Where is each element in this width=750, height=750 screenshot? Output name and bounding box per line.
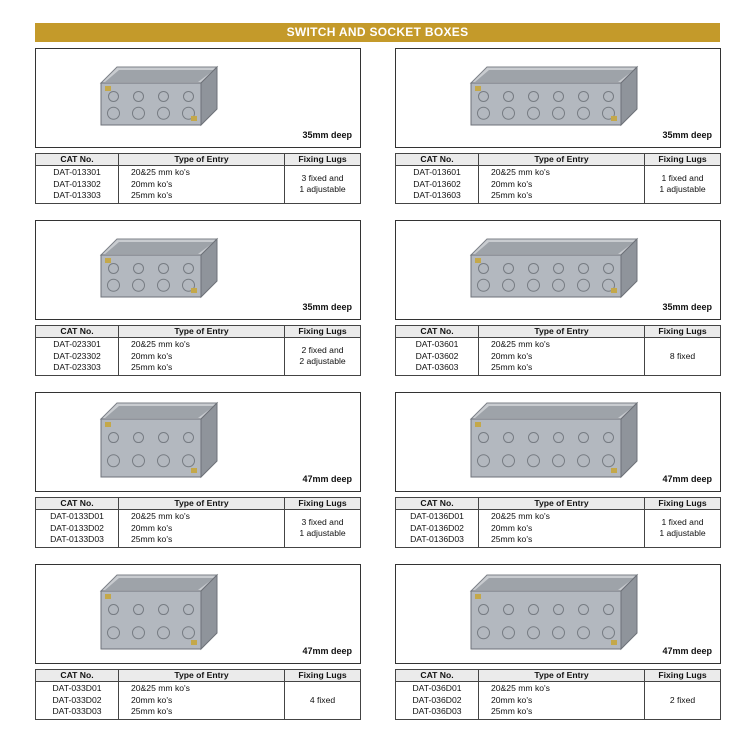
- entry-header: Type of Entry: [479, 670, 645, 682]
- cat-header: CAT No.: [396, 326, 479, 338]
- depth-label: 47mm deep: [302, 474, 352, 484]
- entry-types: [119, 510, 285, 548]
- product-card: [395, 220, 721, 376]
- cat-numbers: [36, 166, 119, 204]
- product-image-frame: [395, 392, 721, 492]
- entry-type: 25mm ko's: [131, 190, 173, 200]
- table-row: [396, 338, 721, 376]
- product-image-frame: [395, 564, 721, 664]
- cat-number: DAT-033D02: [52, 694, 102, 705]
- cat-numbers: [36, 682, 119, 720]
- cat-header: CAT No.: [36, 326, 119, 338]
- entry-header: Type of Entry: [119, 498, 285, 510]
- cat-number: DAT-033D03: [52, 706, 102, 716]
- cat-number: DAT-013601: [413, 167, 461, 177]
- table-row: [36, 338, 361, 376]
- table-row: [36, 166, 361, 204]
- lugs-header: Fixing Lugs: [645, 326, 721, 338]
- entry-type: 25mm ko's: [131, 362, 173, 372]
- entry-type: 20&25 mm ko's: [131, 683, 190, 693]
- entry-types: [479, 166, 645, 204]
- entry-type: 20mm ko's: [131, 350, 173, 361]
- fixing-lugs: [285, 338, 361, 376]
- product-card: [395, 48, 721, 204]
- product-image-frame: [35, 564, 361, 664]
- fixing-lugs: [285, 510, 361, 548]
- product-image-frame: [35, 392, 361, 492]
- fixing-lug-line: 8 fixed: [669, 350, 696, 361]
- fixing-lug-line: 3 fixed and: [301, 516, 344, 527]
- entry-header: Type of Entry: [479, 154, 645, 166]
- cat-number: DAT-0136D01: [410, 511, 464, 521]
- cat-number: DAT-036D03: [412, 706, 462, 716]
- depth-label: 47mm deep: [662, 646, 712, 656]
- spec-table: [395, 325, 721, 376]
- cat-header: CAT No.: [36, 498, 119, 510]
- entry-type: 20mm ko's: [131, 522, 173, 533]
- fixing-lugs: [285, 682, 361, 720]
- product-card: [35, 392, 361, 548]
- cat-header: CAT No.: [36, 154, 119, 166]
- cat-number: DAT-023301: [53, 339, 101, 349]
- depth-label: 47mm deep: [662, 474, 712, 484]
- spec-table: [35, 669, 361, 720]
- lugs-header: Fixing Lugs: [645, 670, 721, 682]
- table-row: [36, 510, 361, 548]
- entry-header: Type of Entry: [119, 670, 285, 682]
- cat-numbers: [396, 338, 479, 376]
- product-image-frame: [395, 48, 721, 148]
- entry-type: 20mm ko's: [491, 694, 533, 705]
- fixing-lug-line: 3 fixed and: [301, 172, 344, 183]
- cat-numbers: [36, 338, 119, 376]
- entry-type: 20mm ko's: [131, 694, 173, 705]
- table-row: [396, 510, 721, 548]
- cat-number: DAT-0133D02: [50, 522, 104, 533]
- cat-number: DAT-033D01: [52, 683, 102, 693]
- cat-number: DAT-013302: [53, 178, 101, 189]
- cat-number: DAT-0133D03: [50, 534, 104, 544]
- fixing-lug-line: 2 adjustable: [299, 356, 346, 367]
- cat-header: CAT No.: [396, 670, 479, 682]
- product-image-frame: [35, 48, 361, 148]
- entry-types: [119, 682, 285, 720]
- cat-number: DAT-0136D02: [410, 522, 464, 533]
- fixing-lug-line: 2 fixed and: [301, 344, 344, 355]
- cat-number: DAT-013603: [413, 190, 461, 200]
- lugs-header: Fixing Lugs: [285, 498, 361, 510]
- fixing-lug-line: 1 fixed and: [661, 172, 704, 183]
- cat-number: DAT-013303: [53, 190, 101, 200]
- spec-table: [35, 153, 361, 204]
- entry-type: 20&25 mm ko's: [131, 511, 190, 521]
- product-image-frame: [395, 220, 721, 320]
- product-card: [35, 564, 361, 720]
- fixing-lug-line: 1 adjustable: [659, 184, 706, 195]
- entry-type: 25mm ko's: [491, 190, 533, 200]
- depth-label: 35mm deep: [302, 302, 352, 312]
- entry-type: 20&25 mm ko's: [491, 511, 550, 521]
- cat-number: DAT-023302: [53, 350, 101, 361]
- cat-header: CAT No.: [396, 154, 479, 166]
- cat-numbers: [396, 682, 479, 720]
- entry-type: 20&25 mm ko's: [491, 339, 550, 349]
- fixing-lugs: [645, 338, 721, 376]
- entry-type: 20&25 mm ko's: [491, 167, 550, 177]
- fixing-lugs: [645, 166, 721, 204]
- lugs-header: Fixing Lugs: [285, 154, 361, 166]
- cat-numbers: [36, 510, 119, 548]
- entry-types: [119, 166, 285, 204]
- cat-numbers: [396, 510, 479, 548]
- spec-table: [35, 325, 361, 376]
- cat-number: DAT-013602: [413, 178, 461, 189]
- entry-type: 20&25 mm ko's: [131, 167, 190, 177]
- depth-label: 35mm deep: [662, 130, 712, 140]
- product-card: [395, 564, 721, 720]
- spec-table: [35, 497, 361, 548]
- product-card: [395, 392, 721, 548]
- entry-type: 25mm ko's: [491, 706, 533, 716]
- entry-header: Type of Entry: [479, 326, 645, 338]
- fixing-lug-line: 1 adjustable: [659, 528, 706, 539]
- cat-number: DAT-036D02: [412, 694, 462, 705]
- fixing-lug-line: 1 fixed and: [661, 516, 704, 527]
- lugs-header: Fixing Lugs: [645, 154, 721, 166]
- lugs-header: Fixing Lugs: [645, 498, 721, 510]
- table-row: [36, 682, 361, 720]
- depth-label: 47mm deep: [302, 646, 352, 656]
- cat-number: DAT-036D01: [412, 683, 462, 693]
- entry-type: 20mm ko's: [491, 522, 533, 533]
- cat-number: DAT-03601: [415, 339, 459, 349]
- entry-types: [119, 338, 285, 376]
- entry-type: 25mm ko's: [491, 534, 533, 544]
- product-card: [35, 48, 361, 204]
- entry-type: 20&25 mm ko's: [131, 339, 190, 349]
- entry-types: [479, 510, 645, 548]
- entry-type: 25mm ko's: [491, 362, 533, 372]
- entry-type: 25mm ko's: [131, 706, 173, 716]
- fixing-lug-line: 2 fixed: [669, 694, 696, 705]
- entry-header: Type of Entry: [119, 326, 285, 338]
- spec-table: [395, 669, 721, 720]
- fixing-lug-line: 1 adjustable: [299, 184, 346, 195]
- table-row: [396, 166, 721, 204]
- entry-types: [479, 338, 645, 376]
- cat-header: CAT No.: [396, 498, 479, 510]
- fixing-lug-line: 1 adjustable: [299, 528, 346, 539]
- depth-label: 35mm deep: [662, 302, 712, 312]
- cat-numbers: [396, 166, 479, 204]
- product-card: [35, 220, 361, 376]
- table-row: [396, 682, 721, 720]
- fixing-lugs: [285, 166, 361, 204]
- entry-type: 25mm ko's: [131, 534, 173, 544]
- cat-number: DAT-03603: [415, 362, 459, 372]
- spec-table: [395, 497, 721, 548]
- cat-number: DAT-0136D03: [410, 534, 464, 544]
- entry-header: Type of Entry: [479, 498, 645, 510]
- product-image-frame: [35, 220, 361, 320]
- page-title: SWITCH AND SOCKET BOXES: [35, 23, 720, 42]
- cat-number: DAT-03602: [415, 350, 459, 361]
- cat-number: DAT-0133D01: [50, 511, 104, 521]
- entry-header: Type of Entry: [119, 154, 285, 166]
- entry-types: [479, 682, 645, 720]
- fixing-lug-line: 4 fixed: [309, 694, 336, 705]
- depth-label: 35mm deep: [302, 130, 352, 140]
- fixing-lugs: [645, 510, 721, 548]
- cat-number: DAT-013301: [53, 167, 101, 177]
- spec-table: [395, 153, 721, 204]
- lugs-header: Fixing Lugs: [285, 326, 361, 338]
- lugs-header: Fixing Lugs: [285, 670, 361, 682]
- entry-type: 20mm ko's: [131, 178, 173, 189]
- entry-type: 20mm ko's: [491, 178, 533, 189]
- cat-header: CAT No.: [36, 670, 119, 682]
- cat-number: DAT-023303: [53, 362, 101, 372]
- fixing-lugs: [645, 682, 721, 720]
- entry-type: 20mm ko's: [491, 350, 533, 361]
- entry-type: 20&25 mm ko's: [491, 683, 550, 693]
